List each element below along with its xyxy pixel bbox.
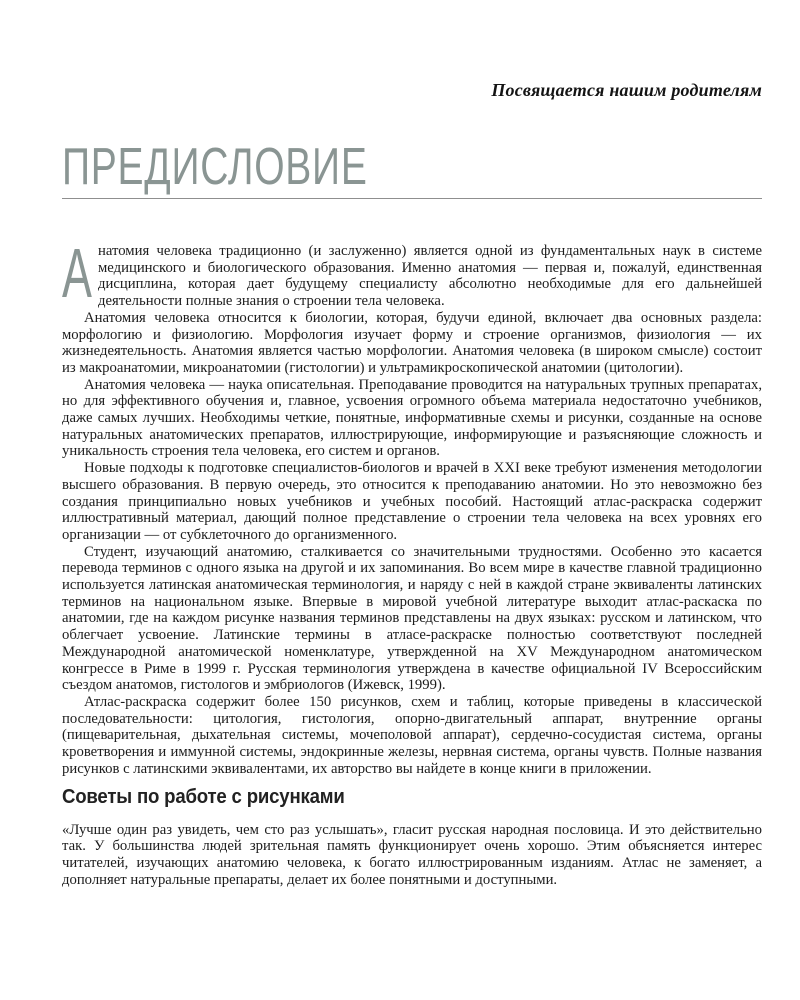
preface-paragraph-5: Студент, изучающий анатомию, сталкивается со значительными трудностями. Особенно это касается перевода терминов с одного языка на другой и их запоминания. Во всем мире в качестве главной традиционно используется латинская анатомическая терминология, и наряду с ней в каждой стране эквиваленты латинских терминов на национальном языке. Впервые в мировой учебной литературе выходит атлас-раскаска по анатомии, где на каждом рисунке названия терминов представлены на двух языках: русском и латинском, что облегчает усвоение. Латинские термины в атласе-раскраске полностью соответствуют последней Международной анатомической номенклатуре, утвержденной на XV Международном анатомическом конгрессе в Риме в 1999 г. Русская терминология утверждена в качестве официальной IV Всероссийским съездом анатомов, гистологов и эмбриологов (Ижевск, 1999).	[62, 543, 762, 694]
preface-paragraph-1-text: натомия человека традиционно (и заслуженно) является одной из фундаментальных наук в системе медицинского и биологического образования. Именно анатомия — первая и, пожалуй, единственная дисциплина, которая дает будущему специалисту абсолютно необходимые для его дальнейшей деятельности полные знания о строении тела человека.	[98, 243, 762, 310]
preface-paragraph-3: Анатомия человека — наука описательная. Преподавание проводится на натуральных трупных препаратах, но для эффективного обучения и, главное, усвоения огромного объема материала недостаточно учебников, даже самых лучших. Необходимы четкие, понятные, информативные схемы и рисунки, созданные на основе натуральных анатомических препаратов, иллюстрирующие, информирующие и разъясняющие сложность и уникальность строения тела человека, его систем и органов.	[62, 376, 762, 460]
section-paragraph-1: «Лучше один раз увидеть, чем сто раз услышать», гласит русская народная пословица. И это действительно так. У большинства людей зрительная память функционирует очень хорошо. Этим объясняется интерес читателей, изучающих анатомию человека, к богато иллюстрированным изданиям. Атлас не заменяет, а дополняет натуральные препараты, делает их более понятными и доступными.	[62, 821, 762, 888]
preface-paragraph-2: Анатомия человека относится к биологии, которая, будучи единой, включает два основных раздела: морфологию и физиологию. Морфология изучает форму и строение организмов, физиология — их жизнедеятельность. Анатомия является частью морфологии. Анатомия человека (в широком смысле) состоит из макроанатомии, микроанатомии (гистологии) и ультрамикроскопической анатомии (цитологии).	[62, 309, 762, 376]
preface-body	[62, 234, 762, 888]
drop-cap: А	[62, 234, 92, 312]
preface-paragraph-1	[62, 234, 762, 312]
preface-paragraph-4: Новые подходы к подготовке специалистов-биологов и врачей в XXI веке требуют изменения методологии высшего образования. В первую очередь, это относится к преподаванию анатомии. Но это невозможно без создания принципиально новых учебников и учебных пособий. Настоящий атлас-раскраска содержит иллюстративный материал, дающий полное представление о строении тела человека на всех уровнях его организации — от субклеточного до организменного.	[62, 460, 762, 543]
page-title: ПРЕДИСЛОВИЕ	[62, 138, 368, 196]
preface-paragraph-6: Атлас-раскраска содержит более 150 рисунков, схем и таблиц, которые приведены в классической последовательности: цитология, гистология, опорно-двигательный аппарат, внутренние органы (пищеварительная, дыхательная системы, мочеполовой аппарат), сердечно-сосудистая система, органы кроветворения и иммунной системы, эндокринные железы, нервная система, органы чувств. Полные названия рисунков с латинскими эквивалентами, их авторство вы найдете в конце книги в приложении.	[62, 693, 762, 777]
title-divider	[62, 198, 762, 199]
section-heading: Советы по работе с рисунками	[62, 785, 345, 808]
dedication-text: Посвящается нашим родителям	[491, 80, 762, 100]
